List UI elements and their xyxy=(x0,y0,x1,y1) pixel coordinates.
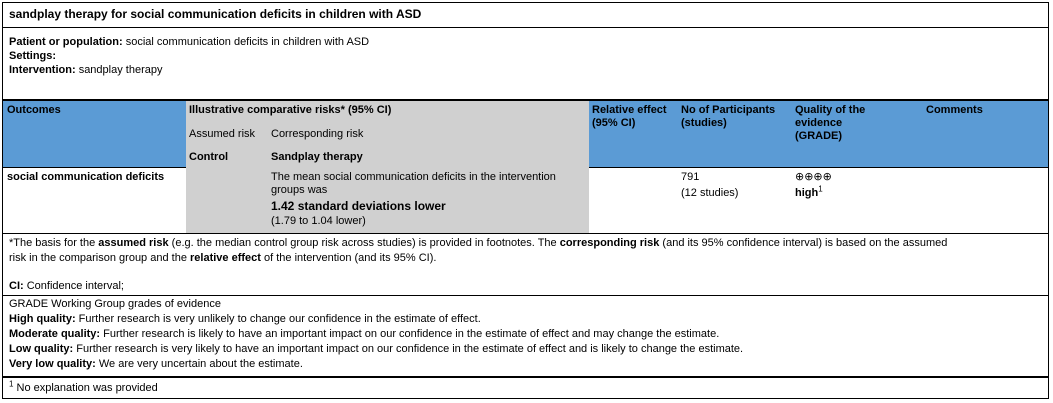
population-line xyxy=(9,35,369,49)
divider xyxy=(3,99,1048,101)
grade-high xyxy=(9,312,743,327)
footnote-explanation xyxy=(9,381,158,396)
row-effect xyxy=(271,171,556,228)
basis-text: of the intervention (and its 95% CI). xyxy=(260,252,437,264)
header-relative-effect-line1: Relative effect xyxy=(592,104,667,116)
grade-title: GRADE Working Group grades of evidence xyxy=(9,298,221,310)
row-quality xyxy=(795,171,832,200)
summary-of-findings-table xyxy=(2,2,1049,399)
row-effect-ci: (1.79 to 1.04 lower) xyxy=(271,215,366,227)
quality-word: high xyxy=(795,187,819,199)
row-effect-line2: groups was xyxy=(271,184,328,196)
divider xyxy=(3,376,1048,378)
settings-label: Settings: xyxy=(9,50,57,62)
explanation-text: No explanation was provided xyxy=(13,382,158,394)
header-illustrative: Illustrative comparative risks* (95% CI) xyxy=(189,104,392,116)
grade-low-text: Further research is very likely to have an important impact on our confidence in the estimate of effect and is likely to change the estimate. xyxy=(73,343,744,355)
header-participants-line2: (studies) xyxy=(681,117,727,129)
row-participants xyxy=(681,171,738,200)
population-label: Patient or population: xyxy=(9,36,123,48)
header-participants xyxy=(681,104,775,130)
intervention-value: sandplay therapy xyxy=(78,64,163,76)
row-effect-estimate: 1.42 standard deviations lower xyxy=(271,199,446,213)
header-assumed-risk: Assumed risk xyxy=(189,128,256,140)
settings-line xyxy=(9,49,56,63)
divider xyxy=(3,233,1048,234)
intervention-line xyxy=(9,63,162,77)
basis-relative-effect: relative effect xyxy=(190,252,261,264)
header-relative-effect xyxy=(592,104,667,130)
footnote-ci xyxy=(9,279,124,294)
explanation-number: 1 xyxy=(9,379,14,389)
basis-text: (and its 95% confidence interval) is based on the assumed xyxy=(659,237,948,249)
row-participants-count: 791 xyxy=(681,171,700,183)
grade-very-low-label: Very low quality: xyxy=(9,358,96,370)
header-quality xyxy=(795,104,865,143)
grade-high-text: Further research is very unlikely to change our confidence in the estimate of effect. xyxy=(75,313,481,325)
divider xyxy=(3,27,1048,28)
quality-symbols: ⊕⊕⊕⊕ xyxy=(795,171,832,183)
quality-footnote-ref: 1 xyxy=(818,184,823,194)
header-comments: Comments xyxy=(926,104,983,116)
grade-section xyxy=(9,297,743,372)
header-participants-line1: No of Participants xyxy=(681,104,776,116)
row-effect-line1: The mean social communication deficits in the intervention xyxy=(271,171,556,183)
grade-very-low-text: We are very uncertain about the estimate. xyxy=(95,358,303,370)
ci-label: CI: xyxy=(9,280,24,292)
ci-text: Confidence interval; xyxy=(23,280,124,292)
grade-low xyxy=(9,342,743,357)
grade-moderate-text: Further research is likely to have an important impact on our confidence in the estimate of effect and may change the estimate. xyxy=(100,328,720,340)
table-title: sandplay therapy for social communication deficits in children with ASD xyxy=(9,7,422,21)
grade-moderate-label: Moderate quality: xyxy=(9,328,101,340)
grade-very-low xyxy=(9,357,743,372)
basis-assumed-risk: assumed risk xyxy=(98,237,169,249)
header-outcomes: Outcomes xyxy=(7,104,61,116)
header-quality-line1: Quality of the xyxy=(795,104,866,116)
header-corresponding-risk: Corresponding risk xyxy=(271,128,364,140)
grade-low-label: Low quality: xyxy=(9,343,74,355)
intervention-label: Intervention: xyxy=(9,64,76,76)
header-relative-effect-line2: (95% CI) xyxy=(592,117,636,129)
divider xyxy=(3,295,1048,296)
header-quality-line3: (GRADE) xyxy=(795,130,843,142)
footnote-basis xyxy=(9,236,1044,266)
header-quality-line2: evidence xyxy=(795,117,843,129)
basis-text: risk in the comparison group and the xyxy=(9,252,190,264)
basis-text: *The basis for the xyxy=(9,237,99,249)
header-sandplay: Sandplay therapy xyxy=(271,151,363,163)
basis-text: (e.g. the median control group risk across studies) is provided in footnotes. The xyxy=(168,237,560,249)
population-value: social communication deficits in children with ASD xyxy=(125,36,370,48)
grade-high-label: High quality: xyxy=(9,313,76,325)
basis-corresponding-risk: corresponding risk xyxy=(559,237,660,249)
grade-moderate xyxy=(9,327,743,342)
row-studies-count: (12 studies) xyxy=(681,187,739,199)
row-outcome: social communication deficits xyxy=(7,171,165,183)
header-control: Control xyxy=(189,151,229,163)
